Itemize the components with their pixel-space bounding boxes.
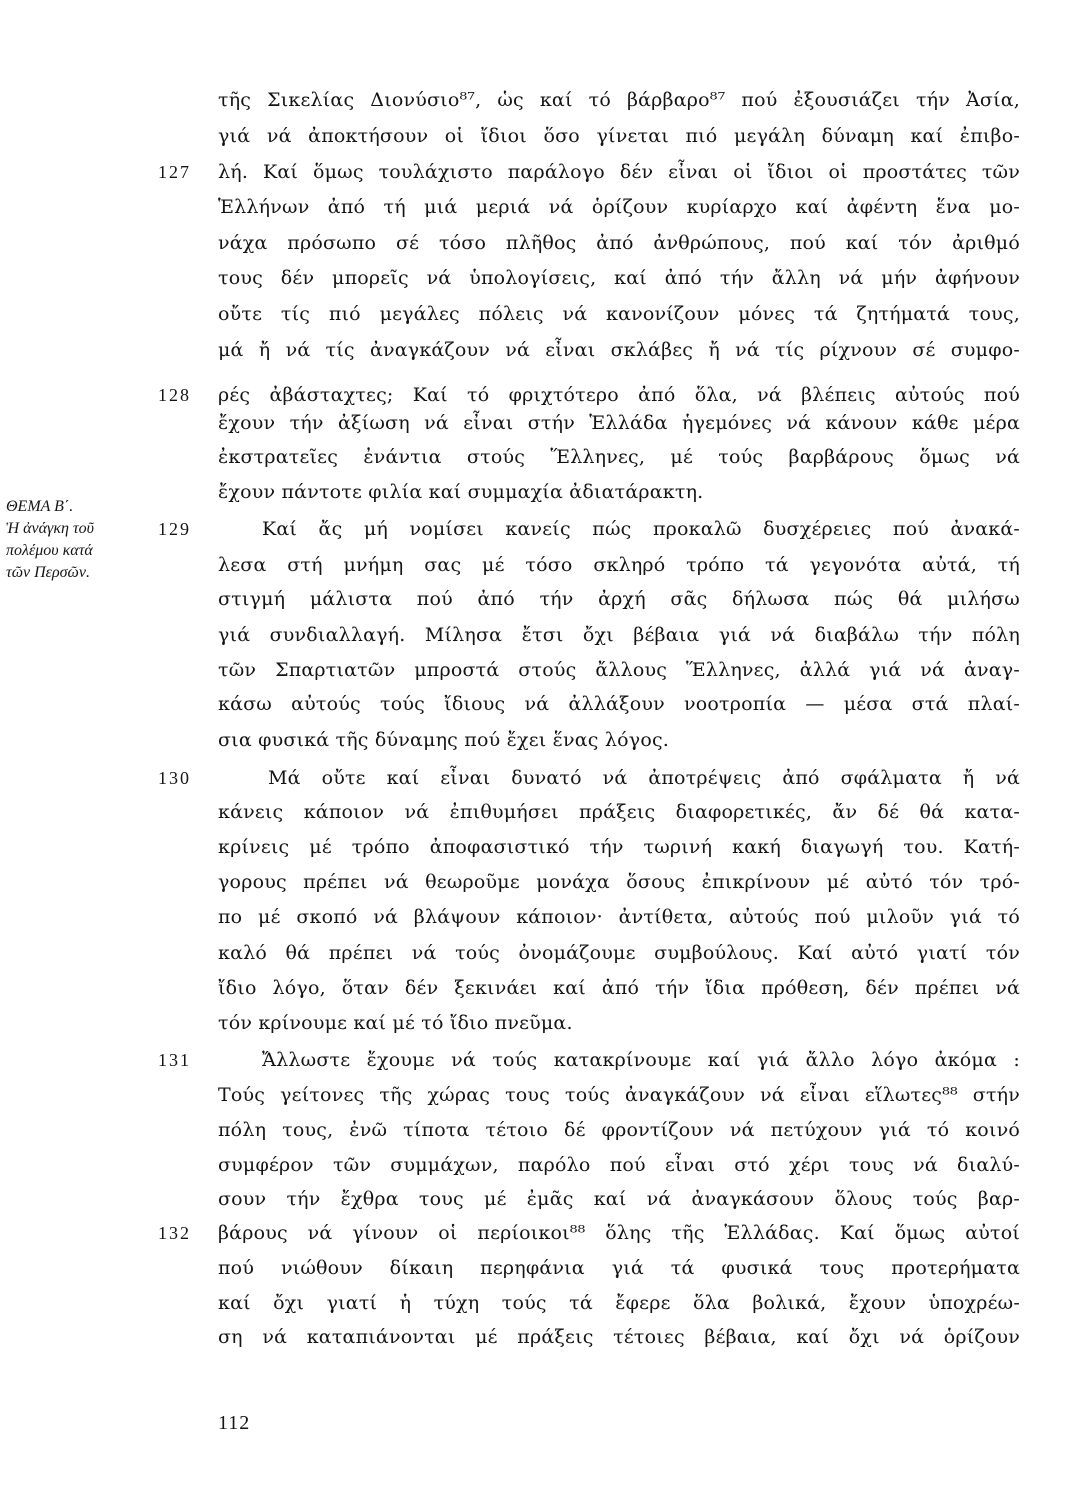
text-line: Μά οὔτε καί εἶναι δυνατό νά ἀποτρέψεις ἀπό σφάλματα ἤ νά: [268, 767, 1020, 789]
text-line: λεσα στή μνήμη σας μέ τόσο σκληρό τρόπο τά γεγονότα αὐτά, τή: [218, 554, 1020, 576]
text-line: μά ἤ νά τίς ἀναγκάζουν νά εἶναι σκλάβες ἤ νά τίς ρίχνουν σέ συμφο-: [218, 339, 1020, 361]
page-number: 112: [218, 1412, 251, 1434]
margin-note-line: πολέμου κατά: [6, 542, 93, 559]
text-line: ἐκστρατεῖες ἐνάντια στούς Ἕλληνες, μέ τούς βαρβάρους ὅμως νά: [218, 446, 1020, 468]
text-line: γιά συνδιαλλαγή. Μίλησα ἔτσι ὄχι βέβαια γιά νά διαβάλω τήν πόλη: [218, 624, 1020, 646]
text-line: κρίνεις μέ τρόπο ἀποφασιστικό τήν τωρινή κακή διαγωγή του. Κατή-: [218, 836, 1020, 858]
section-number: 129: [158, 519, 191, 539]
section-number: 127: [158, 162, 191, 182]
text-line: λή. Καί ὅμως τουλάχιστο παράλογο δέν εἶναι οἱ ἴδιοι οἱ προστάτες τῶν: [218, 161, 1020, 183]
margin-note-heading: ΘΕΜΑ Β΄.: [6, 498, 74, 515]
text-line: Καί ἄς μή νομίσει κανείς πώς προκαλῶ δυσχέρειες πού ἀνακά-: [262, 518, 1020, 540]
text-line: τῶν Σπαρτιατῶν μπροστά στούς ἄλλους Ἕλληνες, ἀλλά γιά νά ἀναγ-: [218, 659, 1020, 681]
text-line: οὔτε τίς πιό μεγάλες πόλεις νά κανονίζουν μόνες τά ζητήματά τους,: [218, 303, 1020, 325]
text-line: ἔχουν τήν ἀξίωση νά εἶναι στήν Ἑλλάδα ἡγεμόνες νά κάνουν κάθε μέρα: [218, 412, 1020, 434]
section-number: 128: [158, 385, 191, 405]
text-line: καλό θά πρέπει νά τούς ὀνομάζουμε συμβούλους. Καί αὐτό γιατί τόν: [218, 942, 1020, 964]
text-line: καί ὄχι γιατί ἡ τύχη τούς τά ἔφερε ὅλα βολικά, ἔχουν ὑποχρέω-: [218, 1292, 1020, 1314]
text-line: κάνεις κάποιον νά ἐπιθυμήσει πράξεις διαφορετικές, ἄν δέ θά κατα-: [218, 801, 1020, 823]
margin-note: [6, 496, 154, 584]
text-line: βάρους νά γίνουν οἱ περίοικοι⁸⁸ ὅλης τῆς Ἑλλάδας. Καί ὅμως αὐτοί: [218, 1222, 1020, 1244]
text-line: γιά νά ἀποκτήσουν οἱ ἴδιοι ὅσο γίνεται πιό μεγάλη δύναμη καί ἐπιβο-: [218, 125, 1020, 147]
text-line: Τούς γείτονες τῆς χώρας τους τούς ἀναγκάζουν νά εἶναι εἵλωτες⁸⁸ στήν: [218, 1084, 1020, 1106]
text-line: ἔχουν πάντοτε φιλία καί συμμαχία ἀδιατάρακτη.: [218, 481, 704, 503]
margin-note-line: τῶν Περσῶν.: [6, 564, 90, 581]
text-line: τόν κρίνουμε καί μέ τό ἴδιο πνεῦμα.: [218, 1012, 573, 1034]
text-line: πού νιώθουν δίκαιη περηφάνια γιά τά φυσικά τους προτερήματα: [218, 1257, 1020, 1279]
text-line: Ἑλλήνων ἀπό τή μιά μεριά νά ὁρίζουν κυρίαρχο καί ἀφέντη ἕνα μο-: [218, 196, 1020, 218]
text-line: νάχα πρόσωπο σέ τόσο πλῆθος ἀπό ἀνθρώπους, πού καί τόν ἀριθμό: [218, 232, 1020, 254]
text-line: ση νά καταπιάνονται μέ πράξεις τέτοιες βέβαια, καί ὄχι νά ὁρίζουν: [218, 1326, 1020, 1348]
text-line: ἴδιο λόγο, ὅταν δέν ξεκινάει καί ἀπό τήν ἴδια πρόθεση, δέν πρέπει νά: [218, 977, 1020, 999]
text-line: Ἄλλωστε ἔχουμε νά τούς κατακρίνουμε καί γιά ἄλλο λόγο ἀκόμα :: [262, 1049, 1020, 1071]
text-line: τους δέν μπορεῖς νά ὑπολογίσεις, καί ἀπό τήν ἄλλη νά μήν ἀφήνουν: [218, 267, 1020, 289]
text-line: στιγμή μάλιστα πού ἀπό τήν ἀρχή σᾶς δήλωσα πώς θά μιλήσω: [218, 588, 1020, 610]
text-line: συμφέρον τῶν συμμάχων, παρόλο πού εἶναι στό χέρι τους νά διαλύ-: [218, 1154, 1020, 1176]
text-line: πόλη τους, ἐνῶ τίποτα τέτοιο δέ φροντίζουν νά πετύχουν γιά τό κοινό: [218, 1119, 1020, 1141]
text-line: σια φυσικά τῆς δύναμης πού ἔχει ἕνας λόγος.: [218, 729, 670, 751]
text-line: κάσω αὐτούς τούς ἴδιους νά ἀλλάξουν νοοτροπία — μέσα στά πλαί-: [218, 693, 1020, 715]
text-line: σουν τήν ἔχθρα τους μέ ἐμᾶς καί νά ἀναγκάσουν ὅλους τούς βαρ-: [218, 1188, 1020, 1210]
text-line: ρές ἀβάσταχτες; Καί τό φριχτότερο ἀπό ὅλα, νά βλέπεις αὐτούς πού: [218, 384, 1020, 406]
section-number: 130: [158, 768, 191, 788]
text-line: πο μέ σκοπό νά βλάψουν κάποιον· ἀντίθετα, αὐτούς πού μιλοῦν γιά τό: [218, 906, 1020, 928]
margin-note-line: Ἡ ἀνάγκη τοῦ: [6, 520, 95, 537]
section-number: 132: [158, 1223, 191, 1243]
section-number: 131: [158, 1050, 191, 1070]
text-line: τῆς Σικελίας Διονύσιο⁸⁷, ὡς καί τό βάρβαρο⁸⁷ πού ἐξουσιάζει τήν Ἀσία,: [218, 89, 1020, 111]
text-line: γορους πρέπει νά θεωροῦμε μονάχα ὅσους ἐπικρίνουν μέ αὐτό τόν τρό-: [218, 871, 1020, 893]
